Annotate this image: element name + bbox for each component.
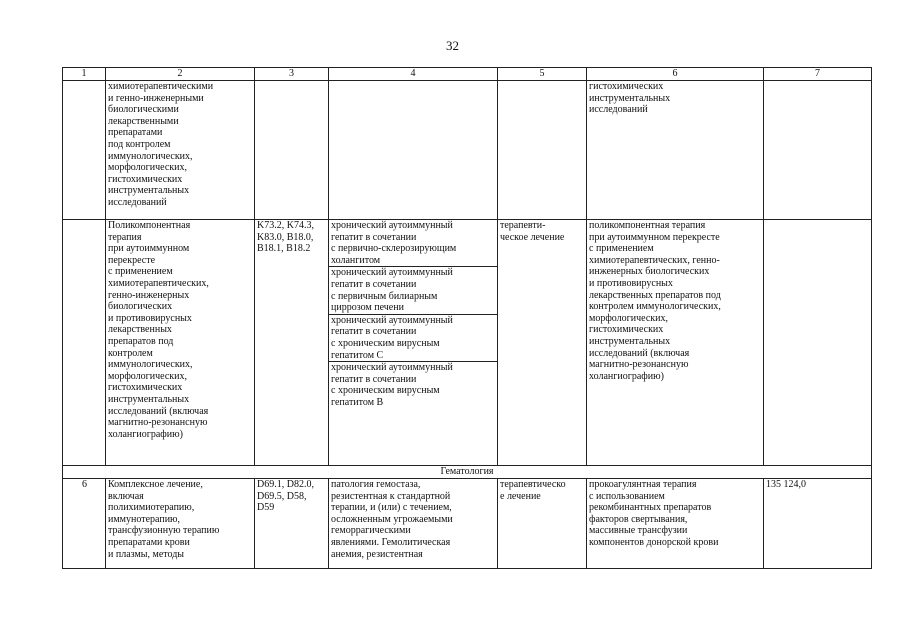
table-row — [63, 479, 872, 569]
cell-codes: K73.2, K74.3, K83.0, B18.0, B18.1, B18.2 — [255, 220, 329, 466]
cell-method: гистохимических инструментальных исследований — [587, 81, 764, 220]
column-header: 7 — [764, 68, 872, 81]
column-header: 4 — [329, 68, 498, 81]
page-number: 32 — [446, 38, 459, 53]
cell-treatment: Поликомпонентная терапия при аутоиммунном перекресте с применением химиотерапевтических, генно-инженерных биологических и противовирусных лекарственных препаратов под контролем иммунологических, морфологических, гистохимических инструментальных исследований (включая магнитно-резонансную холангиографию) — [106, 220, 255, 466]
column-header: 6 — [587, 68, 764, 81]
cell-number: 6 — [63, 479, 106, 569]
table-row — [63, 81, 872, 220]
diagnosis-item: хронический аутоиммунный гепатит в сочетании с первично-склерозирующим холангитом — [329, 220, 497, 267]
diagnosis-item: хронический аутоиммунный гепатит в сочетании с хроническим вирусным гепатитом C — [329, 315, 497, 362]
cell-number — [63, 220, 106, 466]
cell-diagnosis — [329, 81, 498, 220]
table-header-row — [63, 68, 872, 81]
cell-treatment-type: терапевти- ческое лечение — [498, 220, 587, 466]
cell-diagnosis: патология гемостаза, резистентная к стандартной терапии, и (или) с течением, осложненным угрожаемыми геморрагическими явлениями. Гемолитическая анемия, резистентная — [329, 479, 498, 569]
column-header: 3 — [255, 68, 329, 81]
diagnosis-item: хронический аутоиммунный гепатит в сочетании с первичным билиарным циррозом печени — [329, 267, 497, 314]
cell-treatment: химиотерапевтическими и генно-инженерными биологическими лекарственными препаратами под контролем иммунологических, морфологических, гистохимических инструментальных исследований — [106, 81, 255, 220]
column-header: 5 — [498, 68, 587, 81]
cell-treatment-type — [498, 81, 587, 220]
cell-codes: D69.1, D82.0, D69.5, D58, D59 — [255, 479, 329, 569]
cell-diagnosis-list — [329, 220, 498, 466]
diagnosis-item: хронический аутоиммунный гепатит в сочетании с хроническим вирусным гепатитом B — [331, 362, 453, 408]
column-header: 1 — [63, 68, 106, 81]
cell-method: прокоагулянтная терапия с использованием рекомбинантных препаратов факторов свертывания, массивные трансфузии компонентов донорской крови — [587, 479, 764, 569]
cell-cost — [764, 220, 872, 466]
cell-treatment-type: терапевтическо е лечение — [498, 479, 587, 569]
medical-care-table — [62, 67, 872, 569]
cell-cost: 135 124,0 — [764, 479, 872, 569]
table-row — [63, 220, 872, 466]
cell-cost — [764, 81, 872, 220]
column-header: 2 — [106, 68, 255, 81]
section-title: Гематология — [63, 466, 872, 479]
section-row — [63, 466, 872, 479]
cell-number — [63, 81, 106, 220]
cell-method: поликомпонентная терапия при аутоиммунном перекресте с применением химиотерапевтических, генно- инженерных биологических и противовирусных лекарственных препаратов под контролем иммунологических, морфологических, гистохимических инструментальных исследований (включая магнитно-резонансную холангиографию) — [587, 220, 764, 466]
cell-codes — [255, 81, 329, 220]
cell-treatment: Комплексное лечение, включая полихимиотерапию, иммунотерапию, трансфузионную терапию препаратами крови и плазмы, методы — [106, 479, 255, 569]
